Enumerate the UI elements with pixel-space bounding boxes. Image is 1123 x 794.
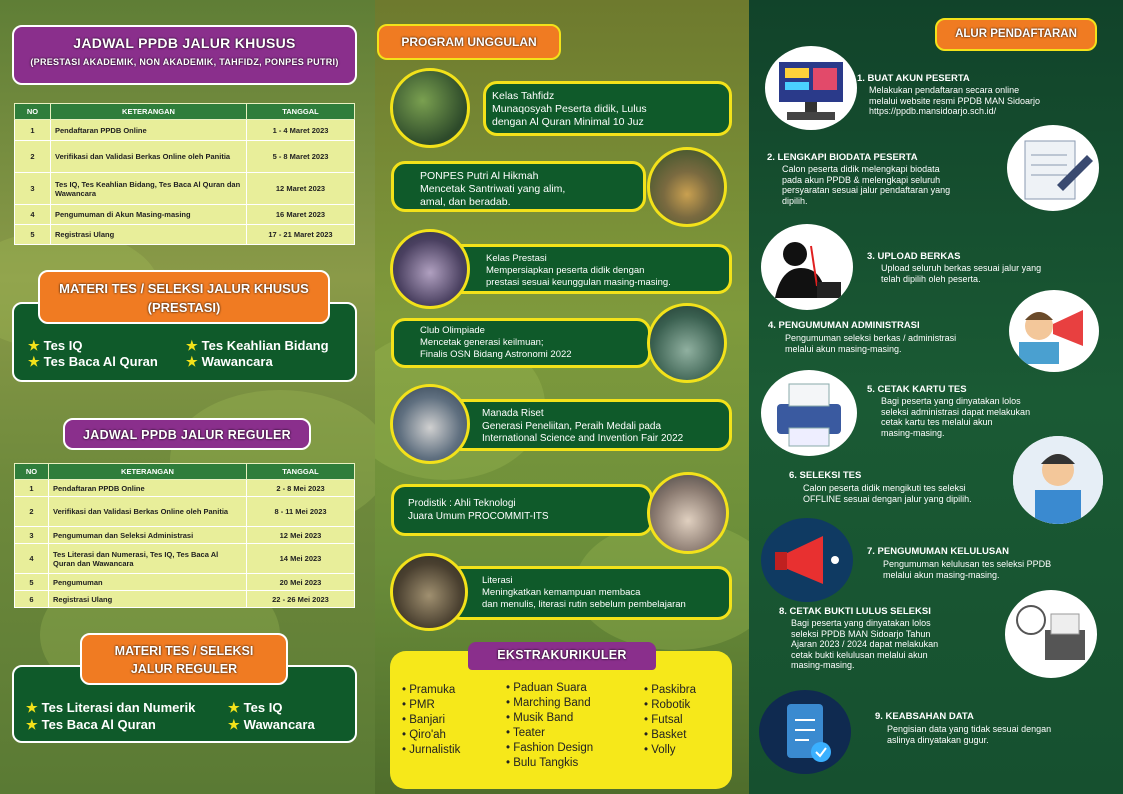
materi-item: ★ Tes Literasi dan Numerik (26, 700, 196, 715)
computer-icon (765, 46, 857, 130)
program-item: Literasi Meningkatkan kemampuan membaca dan menulis, literasi rutin sebelum pembelajaran (447, 566, 732, 620)
cell-no: 6 (15, 591, 49, 608)
cell-tgl: 16 Maret 2023 (247, 205, 355, 225)
cell-ket: Verifikasi dan Validasi Berkas Online oleh Panitia (49, 497, 247, 527)
col-header: KETERANGAN (51, 104, 247, 120)
program-photo (390, 68, 470, 148)
cell-no: 5 (15, 225, 51, 245)
cell-ket: Registrasi Ulang (51, 225, 247, 245)
ekskul-item: • Volly (644, 744, 676, 756)
form-writing-icon (1007, 125, 1099, 211)
printer-icon (761, 370, 857, 456)
step-desc: Melakukan pendaftaran secara online melalui website resmi PPDB MAN Sidoarjo https://ppdb.mansidoarjo.sch.id/ (869, 85, 1041, 116)
table-row (15, 527, 355, 544)
cell-tgl: 20 Mei 2023 (247, 574, 355, 591)
step-title: 5. CETAK KARTU TES (867, 384, 967, 395)
table-row (15, 480, 355, 497)
program-item: Club Olimpiade Mencetak generasi keilmuan; Finalis OSN Bidang Astronomi 2022 (391, 318, 651, 368)
cell-ket: Tes Literasi dan Numerasi, Tes IQ, Tes Baca Al Quran dan Wawancara (49, 544, 247, 574)
ekskul-item: • Futsal (644, 714, 683, 726)
cell-tgl: 14 Mei 2023 (247, 544, 355, 574)
materi-item: ★ Wawancara (228, 717, 315, 732)
star-icon: ★ (28, 354, 40, 369)
cell-ket: Tes IQ, Tes Keahlian Bidang, Tes Baca Al Quran dan Wawancara (51, 173, 247, 205)
step-title: 6. SELEKSI TES (789, 470, 862, 481)
cell-ket: Pengumuman di Akun Masing-masing (51, 205, 247, 225)
table-row (15, 173, 355, 205)
cell-tgl: 1 - 4 Maret 2023 (247, 120, 355, 141)
reguler-schedule-table (14, 463, 355, 608)
step-title: 3. UPLOAD BERKAS (867, 251, 961, 262)
ekskul-item: • Marching Band (506, 697, 591, 709)
cell-tgl: 5 - 8 Maret 2023 (247, 141, 355, 173)
table-row (15, 591, 355, 608)
khusus-title: JADWAL PPDB JALUR KHUSUS (73, 35, 296, 51)
materi-item: ★ Tes IQ (228, 700, 283, 715)
star-icon: ★ (228, 700, 240, 715)
cell-ket: Pendaftaran PPDB Online (49, 480, 247, 497)
star-icon: ★ (228, 717, 240, 732)
col-header: TANGGAL (247, 104, 355, 120)
khusus-materi-title: MATERI TES / SELEKSI JALUR KHUSUS (PRESTASI) (38, 270, 330, 324)
panel-right (749, 0, 1123, 794)
step-desc: Bagi peserta yang dinyatakan lolos seleksi administrasi dapat melakukan cetak kartu tes melalui akun masing-masing. (881, 396, 1031, 438)
khusus-subtitle: (PRESTASI AKADEMIK, NON AKADEMIK, TAHFIDZ, PONPES PUTRI) (30, 57, 339, 67)
star-icon: ★ (186, 354, 198, 369)
step-title: 2. LENGKAPI BIODATA PESERTA (767, 152, 918, 163)
ekskul-col-2 (506, 681, 593, 771)
announcement-megaphone-icon (761, 518, 853, 602)
star-icon: ★ (28, 338, 40, 353)
cell-tgl: 17 - 21 Maret 2023 (247, 225, 355, 245)
cell-no: 2 (15, 141, 51, 173)
cell-tgl: 12 Mei 2023 (247, 527, 355, 544)
cell-ket: Registrasi Ulang (49, 591, 247, 608)
cell-tgl: 2 - 8 Mei 2023 (247, 480, 355, 497)
ekskul-title: EKSTRAKURIKULER (468, 642, 656, 670)
col-header: NO (15, 464, 49, 480)
program-item: Manada Riset Generasi Peneliitan, Peraih Medali pada International Science and Invention Fair 2022 (447, 399, 732, 451)
ekskul-item: • Paduan Suara (506, 682, 587, 694)
materi-item: ★ Tes Keahlian Bidang (186, 338, 329, 353)
test-person-icon (1013, 436, 1103, 524)
cell-no: 3 (15, 173, 51, 205)
program-item: Kelas Prestasi Mempersiapkan peserta didik dengan prestasi sesuai keunggulan masing-masing. (447, 244, 732, 294)
ekskul-item: • Bulu Tangkis (506, 757, 579, 769)
step-title: 1. BUAT AKUN PESERTA (857, 73, 970, 84)
table-row (15, 544, 355, 574)
materi-item: ★ Tes Baca Al Quran (26, 717, 156, 732)
step-desc: Calon peserta didik melengkapi biodata pada akun PPDB & melengkapi seluruh persyaratan sesuai jalur pendaftaran yang dipilih. (782, 164, 951, 206)
col-header: TANGGAL (247, 464, 355, 480)
materi-item: ★ Tes IQ (28, 338, 83, 353)
table-row (15, 120, 355, 141)
program-title: PROGRAM UNGGULAN (377, 24, 561, 60)
program-photo (390, 384, 470, 464)
cell-no: 5 (15, 574, 49, 591)
clipboard-check-icon (759, 690, 851, 774)
program-photo (647, 303, 727, 383)
khusus-title-banner (12, 25, 357, 85)
cell-tgl: 12 Maret 2023 (247, 173, 355, 205)
ekskul-item: • Musik Band (506, 712, 574, 724)
khusus-schedule-table (14, 103, 355, 245)
cell-no: 4 (15, 544, 49, 574)
cell-tgl: 22 - 26 Mei 2023 (247, 591, 355, 608)
step-title: 9. KEABSAHAN DATA (875, 711, 974, 722)
ekskul-item: • Basket (644, 729, 687, 741)
materi-item: ★ Tes Baca Al Quran (28, 354, 158, 369)
step-desc: Pengumuman kelulusan tes seleksi PPDB melalui akun masing-masing. (883, 559, 1052, 580)
program-photo (647, 147, 727, 227)
star-icon: ★ (26, 700, 38, 715)
star-icon: ★ (26, 717, 38, 732)
step-desc: Pengumuman seleksi berkas / administrasi melalui akun masing-masing. (785, 333, 957, 354)
reguler-title: JADWAL PPDB JALUR REGULER (63, 418, 311, 450)
table-row (15, 225, 355, 245)
print-certificate-icon (1005, 590, 1097, 678)
cell-ket: Pengumuman dan Seleksi Administrasi (49, 527, 247, 544)
program-photo (647, 472, 729, 554)
table-row (15, 205, 355, 225)
ekskul-item: • Qiro'ah (402, 729, 446, 741)
program-item: Kelas Tahfidz Munaqosyah Peserta didik, Lulus dengan Al Quran Minimal 10 Juz (483, 81, 732, 136)
program-photo (390, 553, 468, 631)
program-item: Prodistik : Ahli Teknologi Juara Umum PROCOMMIT-ITS (391, 484, 653, 536)
cell-tgl: 8 - 11 Mei 2023 (247, 497, 355, 527)
step-desc: Upload seluruh berkas sesuai jalur yang telah dipilih oleh peserta. (881, 263, 1042, 284)
table-row (15, 141, 355, 173)
ekskul-item: • Robotik (644, 699, 691, 711)
ekskul-col-1 (402, 683, 460, 758)
step-title: 4. PENGUMUMAN ADMINISTRASI (768, 320, 920, 331)
ekskul-item: • Paskibra (644, 684, 696, 696)
col-header: NO (15, 104, 51, 120)
upload-person-icon (761, 224, 853, 310)
cell-no: 1 (15, 480, 49, 497)
ekskul-item: • PMR (402, 699, 435, 711)
ekskul-item: • Fashion Design (506, 742, 594, 754)
ekskul-item: • Pramuka (402, 684, 456, 696)
materi-item: ★ Wawancara (186, 354, 273, 369)
step-title: 7. PENGUMUMAN KELULUSAN (867, 546, 1009, 557)
cell-no: 3 (15, 527, 49, 544)
panel-left (0, 0, 375, 794)
step-title: 8. CETAK BUKTI LULUS SELEKSI (779, 606, 931, 617)
step-desc: Pengisian data yang tidak sesuai dengan aslinya dinyatakan gugur. (887, 724, 1052, 745)
cell-no: 2 (15, 497, 49, 527)
cell-ket: Pendaftaran PPDB Online (51, 120, 247, 141)
ekskul-box (390, 651, 732, 789)
alur-title: ALUR PENDAFTARAN (935, 18, 1097, 51)
ekskul-item: • Banjari (402, 714, 446, 726)
table-row (15, 574, 355, 591)
cell-ket: Verifikasi dan Validasi Berkas Online oleh Panitia (51, 141, 247, 173)
megaphone-person-icon (1009, 290, 1099, 372)
program-photo (390, 229, 470, 309)
star-icon: ★ (186, 338, 198, 353)
step-desc: Bagi peserta yang dinyatakan lolos seleksi PPDB MAN Sidoarjo Tahun Ajaran 2023 / 2024 dapat melakukan cetak bukti kelulusan melalui akun masing-masing. (791, 618, 939, 670)
ekskul-item: • Jurnalistik (402, 744, 461, 756)
ekskul-col-3 (644, 683, 696, 758)
col-header: KETERANGAN (49, 464, 247, 480)
cell-ket: Pengumuman (49, 574, 247, 591)
cell-no: 4 (15, 205, 51, 225)
reguler-materi-title: MATERI TES / SELEKSI JALUR REGULER (80, 633, 288, 685)
program-item: PONPES Putri Al Hikmah Mencetak Santriwati yang alim, amal, dan beradab. (391, 161, 646, 212)
cell-no: 1 (15, 120, 51, 141)
ekskul-item: • Teater (506, 727, 545, 739)
step-desc: Calon peserta didik mengikuti tes seleksi OFFLINE sesuai dengan jalur yang dipilih. (803, 483, 972, 504)
table-row (15, 497, 355, 527)
